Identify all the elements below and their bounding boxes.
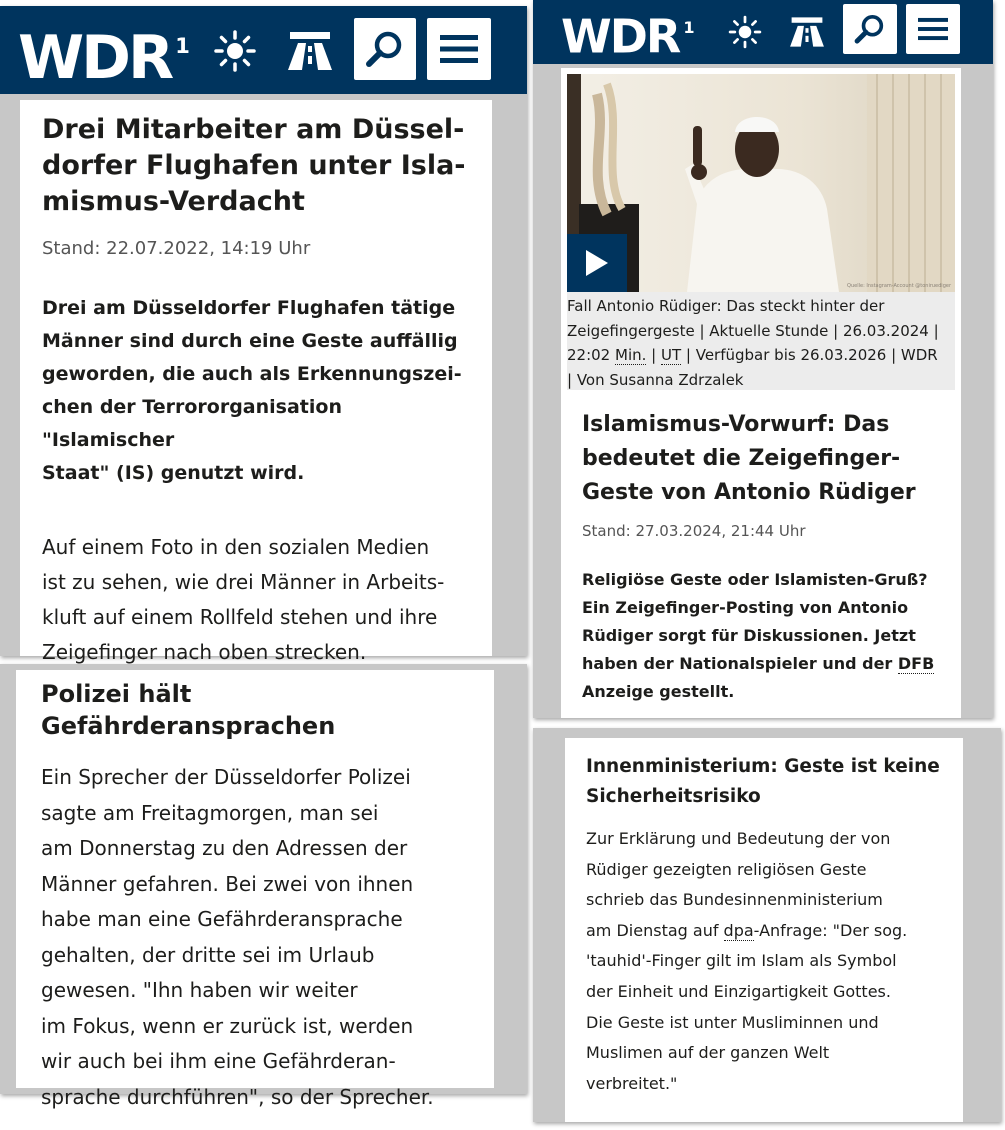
highway-icon[interactable] bbox=[283, 26, 337, 76]
article-card bbox=[561, 68, 961, 718]
wdr-logo[interactable]: WDR $^1$ bbox=[561, 9, 695, 64]
video-caption: Fall Antonio Rüdiger: Das steckt hinter der Zeigefingergeste | Aktuelle Stunde | 26.03.2024 | 22:02 Min. | UT | Verfügbar bis 26.03.2026 | WDR | Von Susanna Zdrzalek bbox=[567, 292, 955, 390]
article-timestamp: Stand: 27.03.2024, 21:44 Uhr bbox=[582, 522, 806, 540]
sun-icon[interactable] bbox=[725, 12, 765, 52]
screenshot-panel-1 bbox=[0, 6, 527, 664]
article-body: Auf einem Foto in den sozialen Medien ist zu sehen, wie drei Männer in Arbeits- kluft auf einem Rollfeld stehen und ihre Zeigefinger nach oben strecken. bbox=[42, 535, 445, 664]
play-button[interactable] bbox=[567, 234, 627, 292]
wdr-header bbox=[0, 6, 527, 94]
screenshot-panel-3 bbox=[533, 0, 993, 718]
screenshot-panel-2 bbox=[0, 664, 527, 1109]
search-button[interactable] bbox=[843, 4, 897, 54]
article-section-card bbox=[565, 738, 963, 1122]
search-icon bbox=[364, 28, 406, 70]
menu-icon bbox=[918, 15, 948, 43]
wdr-header bbox=[533, 0, 993, 64]
search-icon bbox=[853, 12, 887, 46]
sun-icon[interactable] bbox=[210, 26, 260, 76]
article-title: Drei Mitarbeiter am Düssel- dorfer Flughafen unter Isla- mismus-Verdacht bbox=[42, 114, 466, 217]
article-lead: Drei am Düsseldorfer Flughafen tätige Männer sind durch eine Geste auffällig geworden, die auch als Erkennungszei- chen der Terrororganisation "Islamischer Staat" (IS) genutzt wird. bbox=[42, 297, 462, 484]
menu-button[interactable] bbox=[906, 4, 960, 54]
video-credit: Quelle: Instagram-Account @toniruediger bbox=[847, 283, 951, 289]
article-title: Islamismus-Vorwurf: Das bedeutet die Zeigefinger- Geste von Antonio Rüdiger bbox=[582, 412, 916, 505]
section-heading: Polizei hält Gefährderansprachen bbox=[41, 680, 336, 740]
section-heading: Innenministerium: Geste ist keine Sicherheitsrisiko bbox=[586, 756, 940, 807]
highway-icon[interactable] bbox=[785, 12, 829, 52]
search-button[interactable] bbox=[354, 18, 416, 80]
screenshot-panel-4 bbox=[533, 728, 1001, 1122]
section-body: Ein Sprecher der Düsseldorfer Polizei sagte am Freitagmorgen, man sei am Donnerstag zu den Adressen der Männer gefahren. Bei zwei von ihnen habe man eine Gefährderansprache gehalten, der dritte sei im Urlaub gewesen. "Ihn haben wir weiter im Fokus, wenn er zurück ist, werden wir auch bei ihm eine Gefährderan- sprache durchführen", so der Sprecher. bbox=[41, 765, 434, 1109]
article-section-card bbox=[16, 670, 494, 1109]
video-teaser[interactable] bbox=[567, 74, 955, 292]
section-body: Zur Erklärung und Bedeutung der von Rüdiger gezeigten religiösen Geste schrieb das Bundesinnenministerium am Dienstag auf dpa-Anfrage: "Der sog. 'tauhid'-Finger gilt im Islam als Symbol der Einheit und Einzigartigkeit Gottes. Die Geste ist unter Musliminnen und Muslimen auf der ganzen Welt verbreitet." bbox=[586, 829, 908, 1093]
wdr-logo[interactable]: WDR $^1$ bbox=[18, 23, 190, 93]
article-card bbox=[20, 100, 492, 664]
article-lead: Religiöse Geste oder Islamisten-Gruß? Ein Zeigefinger-Posting von Antonio Rüdiger sorgt für Diskussionen. Jetzt haben der Nationalspieler und der DFB Anzeige gestellt. bbox=[582, 570, 935, 701]
article-timestamp: Stand: 22.07.2022, 14:19 Uhr bbox=[42, 238, 311, 259]
menu-button[interactable] bbox=[427, 18, 491, 80]
play-icon bbox=[584, 248, 610, 278]
menu-icon bbox=[440, 32, 478, 66]
